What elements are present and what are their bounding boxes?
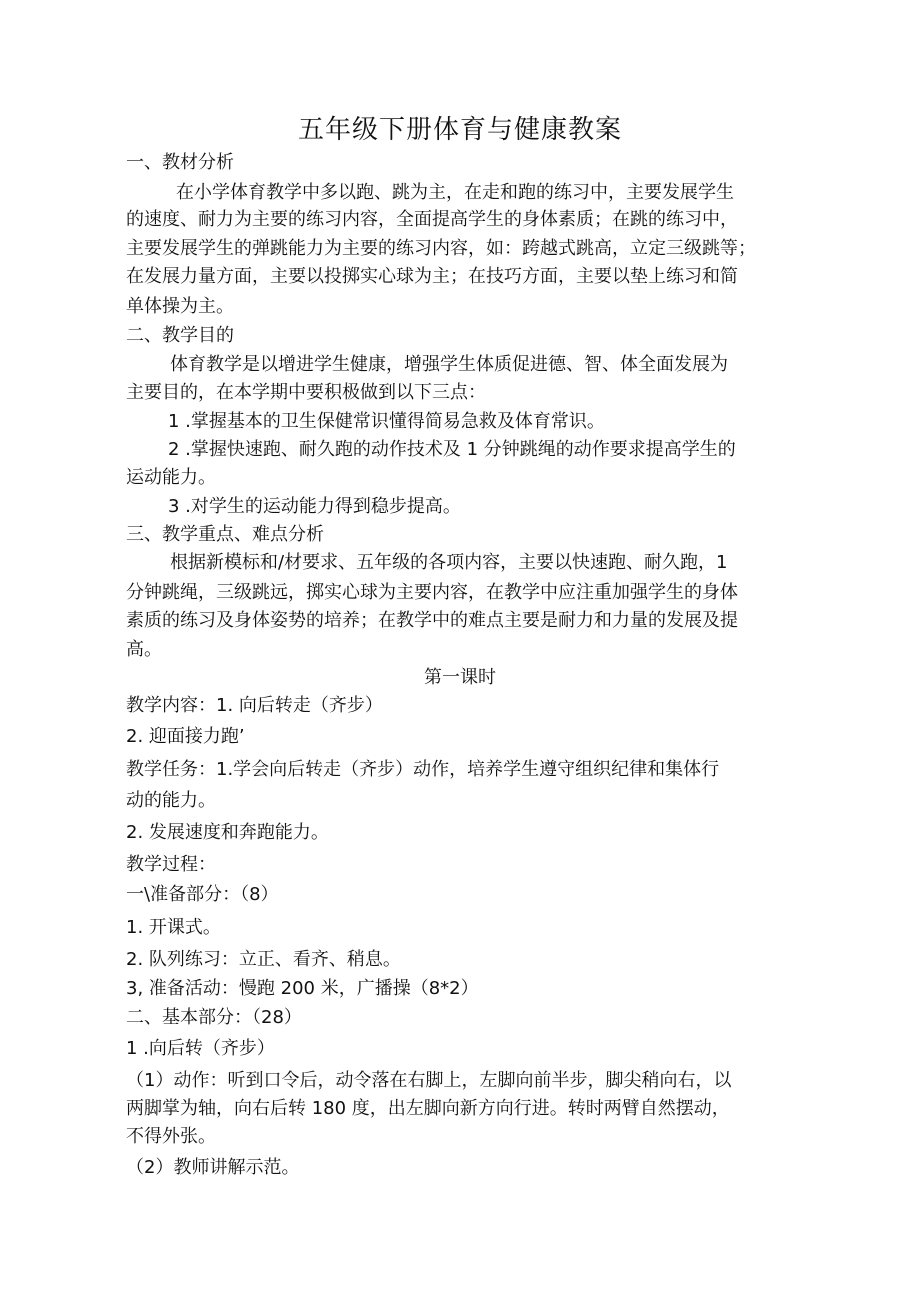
paragraph-line: （1）动作：听到口令后，动令落在右脚上，左脚向前半步，脚尖稍向右，以 bbox=[126, 1070, 732, 1091]
teaching-content: 教学内容：1. 向后转走（齐步） bbox=[126, 695, 383, 716]
paragraph-line: 体育教学是以增进学生健康，增强学生体质促进德、智、体全面发展为 bbox=[170, 354, 728, 375]
list-item: 1 .向后转（齐步） bbox=[126, 1038, 275, 1059]
basic-part-heading: 二、基本部分：（28） bbox=[126, 1007, 302, 1028]
paragraph-line: 单体操为主。 bbox=[126, 296, 234, 317]
paragraph-line: 主要发展学生的弹跳能力为主要的练习内容，如：跨越式跳高，立定三级跳等； bbox=[126, 238, 756, 259]
paragraph-line: 运动能力。 bbox=[126, 467, 216, 488]
list-item: （2）教师讲解示范。 bbox=[126, 1157, 300, 1178]
paragraph-line: 高。 bbox=[126, 639, 162, 660]
paragraph-line: 的速度、耐力为主要的练习内容，全面提高学生的身体素质；在跳的练习中， bbox=[126, 209, 738, 230]
teaching-content-2: 2. 迎面接力跑’ bbox=[126, 726, 245, 747]
paragraph-line: 素质的练习及身体姿势的培养；在教学中的难点主要是耐力和力量的发展及提 bbox=[126, 610, 738, 631]
teaching-process-heading: 教学过程： bbox=[126, 854, 216, 875]
list-item: 1. 开课式。 bbox=[126, 917, 221, 938]
paragraph-line: 在小学体育教学中多以跑、跳为主，在走和跑的练习中，主要发展学生 bbox=[176, 182, 734, 203]
paragraph-line: 主要目的，在本学期中要积极做到以下三点： bbox=[126, 382, 486, 403]
teaching-task-2: 2. 发展速度和奔跑能力。 bbox=[126, 822, 329, 843]
section-heading-textbook-analysis: 一、教材分析 bbox=[126, 152, 234, 173]
list-item: 3, 准备活动：慢跑 200 米，广播操（8*2） bbox=[126, 978, 479, 999]
paragraph-line: 不得外张。 bbox=[126, 1126, 216, 1147]
paragraph-line: 在发展力量方面，主要以投掷实心球为主；在技巧方面，主要以垫上练习和简 bbox=[126, 266, 738, 287]
paragraph-line: 分钟跳绳，三级跳远，掷实心球为主要内容，在教学中应注重加强学生的身体 bbox=[126, 582, 738, 603]
paragraph-line: 动的能力。 bbox=[126, 790, 216, 811]
goal-item-3: 3 .对学生的运动能力得到稳步提高。 bbox=[168, 496, 461, 517]
preparation-part-heading: 一\准备部分：（8） bbox=[126, 884, 279, 905]
lesson-heading: 第一课时 bbox=[424, 667, 496, 688]
paragraph-line: 根据新模标和/材要求、五年级的各项内容，主要以快速跑、耐久跑，1 bbox=[170, 552, 728, 573]
teaching-task: 教学任务：1.学会向后转走（齐步）动作，培养学生遵守组织纪律和集体行 bbox=[126, 759, 720, 780]
paragraph-line: 两脚掌为轴，向右后转 180 度，出左脚向新方向行进。转时两臂自然摆动， bbox=[126, 1098, 730, 1119]
list-item: 2. 队列练习：立正、看齐、稍息。 bbox=[126, 949, 401, 970]
section-heading-key-points: 三、教学重点、难点分析 bbox=[126, 524, 324, 545]
section-heading-teaching-goals: 二、教学目的 bbox=[126, 325, 234, 346]
goal-item-2: 2 .掌握快速跑、耐久跑的动作技术及 1 分钟跳绳的动作要求提高学生的 bbox=[168, 439, 736, 460]
document-title: 五年级下册体育与健康教案 bbox=[297, 115, 622, 145]
goal-item-1: 1 .掌握基本的卫生保健常识懂得简易急救及体育常识。 bbox=[168, 411, 605, 432]
